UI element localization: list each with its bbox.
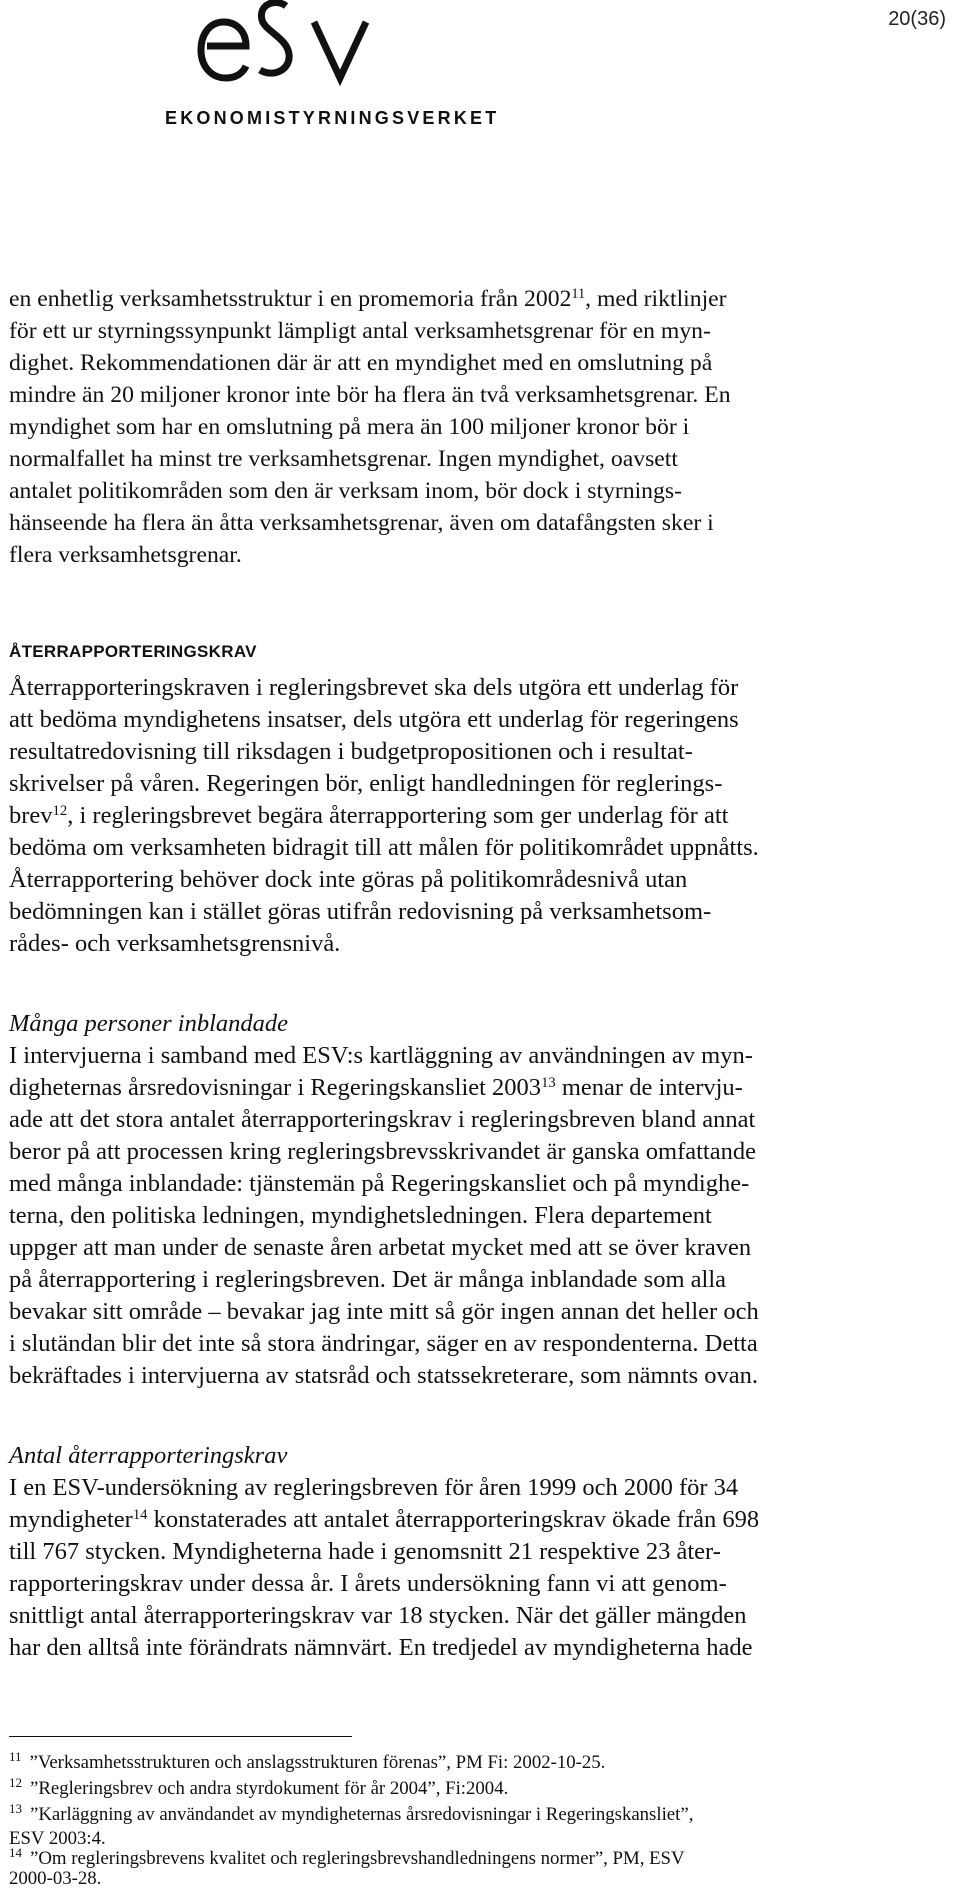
- footnote-number: 12: [9, 1775, 22, 1790]
- section-line: rådes- och verksamhetsgrensnivå.: [9, 930, 341, 957]
- intro-line: flera verksamhetsgrenar.: [9, 542, 242, 568]
- section-heading: ÅTERRAPPORTERINGSKRAV: [9, 642, 257, 661]
- subsection-line: I en ESV-undersökning av regleringsbreven för åren 1999 och 2000 för 34: [9, 1474, 739, 1501]
- footnote-ref: 14: [132, 1506, 148, 1523]
- subsection-line: uppger att man under de senaste åren arbetat mycket med att se över kraven: [9, 1234, 752, 1261]
- intro-line: en enhetlig verksamhetsstruktur i en promemoria från 2002$^{11}$, med riktlinjer: [9, 286, 727, 312]
- esv-logo-mark: [160, 0, 500, 100]
- subsection-heading: Många personer inblandade: [9, 1010, 288, 1037]
- subsection-line: snittligt antal återrapporteringskrav var 18 stycken. När det gäller mängden: [9, 1602, 747, 1629]
- intro-line: hänseende ha flera än åtta verksamhetsgrenar, även om datafångsten sker i: [9, 510, 714, 536]
- footnote-continuation: 2000-03-28.: [9, 1868, 102, 1889]
- footnote-ref: 13: [541, 1074, 556, 1091]
- intro-line: dighet. Rekommendationen där är att en myndighet med en omslutning på: [9, 350, 713, 376]
- intro-line: för ett ur styrningssynpunkt lämpligt antal verksamhetsgrenar för en myn-: [9, 318, 711, 344]
- section-line: att bedöma myndighetens insatser, dels utgöra ett underlag för regeringens: [9, 706, 739, 733]
- footnote-number: 11: [9, 1749, 22, 1764]
- intro-line: mindre än 20 miljoner kronor inte bör ha flera än två verksamhetsgrenar. En: [9, 382, 731, 408]
- section-line: brev$^{12}$, i regleringsbrevet begära återrapportering som ger underlag för att: [9, 802, 729, 829]
- footnote: 12 ”Regleringsbrev och andra styrdokument för år 2004”, Fi:2004.: [9, 1775, 509, 1799]
- subsection-line: bekräftades i intervjuerna av statsråd och statssekreterare, som nämnts ovan.: [9, 1362, 759, 1389]
- subsection-heading: Antal återrapporteringskrav: [9, 1442, 288, 1469]
- esv-logo: [160, 0, 500, 140]
- section-line: bedöma om verksamheten bidragit till att målen för politikområdet uppnåtts.: [9, 834, 759, 861]
- footnote-ref: 11: [571, 286, 586, 303]
- section-line: skrivelser på våren. Regeringen bör, enligt handledningen för reglerings-: [9, 770, 723, 797]
- subsection-line: på återrapportering i regleringsbreven. Det är många inblandade som alla: [9, 1266, 727, 1293]
- page-number: 20(36): [888, 8, 946, 30]
- subsection-line: med många inblandade: tjänstemän på Regeringskansliet och på myndighe-: [9, 1170, 750, 1197]
- logo-wordmark: EKONOMISTYRNINGSVERKET: [165, 108, 500, 128]
- subsection-line: i slutändan blir det inte så stora ändringar, säger en av respondenterna. Detta: [9, 1330, 758, 1357]
- intro-line: myndighet som har en omslutning på mera än 100 miljoner kronor bör i: [9, 414, 690, 440]
- intro-line: antalet politikområden som den är verksam inom, bör dock i styrnings-: [9, 478, 682, 504]
- footnote: 13 ”Karläggning av användandet av myndigheternas årsredovisningar i Regeringskansliet”,: [9, 1801, 694, 1825]
- footnote-number: 13: [9, 1801, 22, 1816]
- subsection-line: digheternas årsredovisningar i Regeringskansliet 2003$^{13}$ menar de intervju-: [9, 1074, 743, 1101]
- subsection-line: beror på att processen kring regleringsbrevsskrivandet är ganska omfattande: [9, 1138, 756, 1165]
- subsection-line: bevakar sitt område – bevakar jag inte mitt så gör ingen annan det heller och: [9, 1298, 759, 1325]
- subsection-line: har den alltså inte förändrats nämnvärt. En tredjedel av myndigheterna hade: [9, 1634, 753, 1661]
- footnote: 11 ”Verksamhetsstrukturen och anslagsstrukturen förenas”, PM Fi: 2002-10-25.: [9, 1749, 606, 1773]
- subsection-line: I intervjuerna i samband med ESV:s kartläggning av användningen av myn-: [9, 1042, 753, 1069]
- footnote-number: 14: [9, 1845, 22, 1860]
- subsection-line: terna, den politiska ledningen, myndighetsledningen. Flera departement: [9, 1202, 712, 1229]
- subsection-line: ade att det stora antalet återrapporteringskrav i regleringsbreven bland annat: [9, 1106, 756, 1133]
- subsection-line: myndigheter$^{14}$ konstaterades att antalet återrapporteringskrav ökade från 698: [9, 1506, 760, 1533]
- section-line: resultatredovisning till riksdagen i budgetpropositionen och i resultat-: [9, 738, 693, 765]
- section-line: Återrapporteringskraven i regleringsbrevet ska dels utgöra ett underlag för: [9, 674, 739, 701]
- footnote-continuation: ESV 2003:4.: [9, 1828, 106, 1849]
- section-line: bedömningen kan i stället göras utifrån redovisning på verksamhetsom-: [9, 898, 712, 925]
- footnote-ref: 12: [52, 802, 68, 819]
- subsection-line: till 767 stycken. Myndigheterna hade i genomsnitt 21 respektive 23 åter-: [9, 1538, 721, 1565]
- footnote: 14 ”Om regleringsbrevens kvalitet och regleringsbrevshandledningens normer”, PM, ESV: [9, 1845, 685, 1869]
- intro-line: normalfallet ha minst tre verksamhetsgrenar. Ingen myndighet, oavsett: [9, 446, 678, 472]
- subsection-line: rapporteringskrav under dessa år. I årets undersökning fann vi att genom-: [9, 1570, 727, 1597]
- section-line: Återrapportering behöver dock inte göras på politikområdesnivå utan: [9, 866, 688, 893]
- footnote-divider: [9, 1736, 352, 1737]
